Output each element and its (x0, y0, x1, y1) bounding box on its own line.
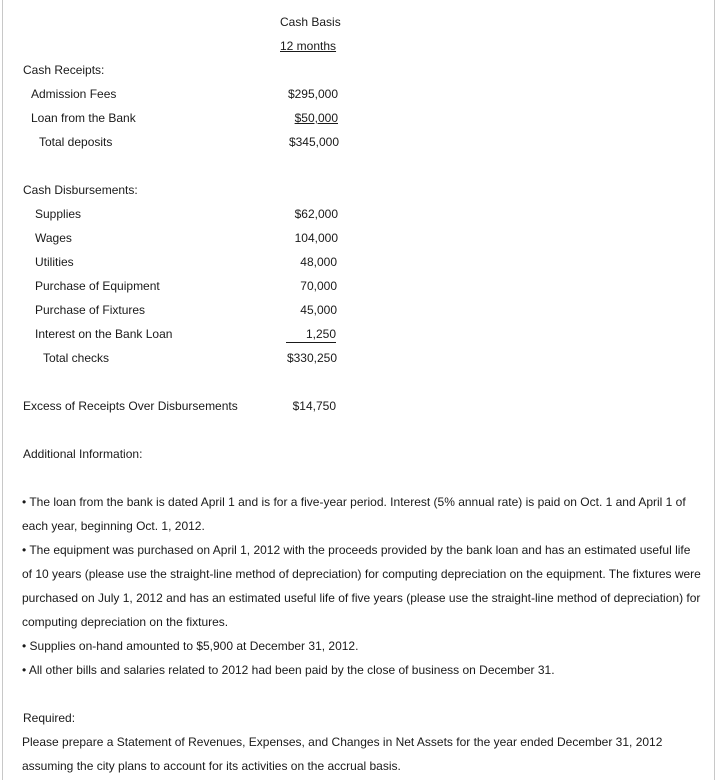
receipts-heading: Cash Receipts: (23, 63, 105, 77)
disbursement-amount: $62,000 (294, 207, 338, 221)
disbursement-label: Interest on the Bank Loan (35, 327, 173, 341)
required-text: Please prepare a Statement of Revenues, Expenses, and Changes in Net Assets for the year ended December 31, 2012 assuming the city plans to account for its activities on the accrual basis. (22, 735, 663, 773)
disbursement-label: Wages (35, 231, 72, 245)
disbursement-amount: 70,000 (300, 279, 337, 293)
receipt-label: Admission Fees (31, 87, 117, 101)
disbursements-heading: Cash Disbursements: (23, 183, 138, 197)
disbursement-amount: 1,250 (305, 327, 336, 341)
period-label: 12 months (280, 39, 337, 53)
bullet-bills: • All other bills and salaries related to 2012 had been paid by the close of business on December 31. (22, 663, 555, 677)
excess-amount: $14,750 (292, 399, 336, 413)
column-title: Cash Basis (280, 15, 341, 29)
disbursements-total-label: Total checks (43, 351, 110, 365)
required-heading: Required: (23, 711, 76, 725)
disbursement-label: Purchase of Fixtures (35, 303, 146, 317)
subtotal-underline (286, 342, 336, 343)
disbursement-label: Supplies (35, 207, 82, 221)
bullet-equipment: • The equipment was purchased on April 1, 2012 with the proceeds provided by the bank loan and has an estimated useful life of 10 years (please use the straight-line method of depreciation) for computing depreciation on the equipment. The fixtures were purchased on July 1, 2012 and has an estimated useful life of five years (please use the straight-line method of depreciation) for computing depreciation on the fixtures. (22, 543, 701, 629)
disbursement-label: Utilities (35, 255, 74, 269)
receipt-amount: $50,000 (294, 111, 338, 125)
additional-heading: Additional Information: (23, 447, 143, 461)
bullet-loan: • The loan from the bank is dated April 1 and is for a five-year period. Interest (5% annual rate) is paid on Oct. 1 and April 1 of each year, beginning Oct. 1, 2012. (22, 495, 686, 533)
receipt-label: Loan from the Bank (31, 111, 136, 125)
disbursement-amount: 104,000 (294, 231, 338, 245)
receipts-total-amount: $345,000 (288, 135, 339, 149)
disbursements-total-amount: $330,250 (286, 351, 337, 365)
disbursement-amount: 45,000 (300, 303, 337, 317)
disbursement-amount: 48,000 (300, 255, 337, 269)
bullet-supplies: • Supplies on-hand amounted to $5,900 at December 31, 2012. (22, 639, 359, 653)
excess-label: Excess of Receipts Over Disbursements (23, 399, 238, 413)
disbursement-label: Purchase of Equipment (35, 279, 160, 293)
receipt-amount: $295,000 (287, 87, 338, 101)
receipts-total-label: Total deposits (39, 135, 113, 149)
